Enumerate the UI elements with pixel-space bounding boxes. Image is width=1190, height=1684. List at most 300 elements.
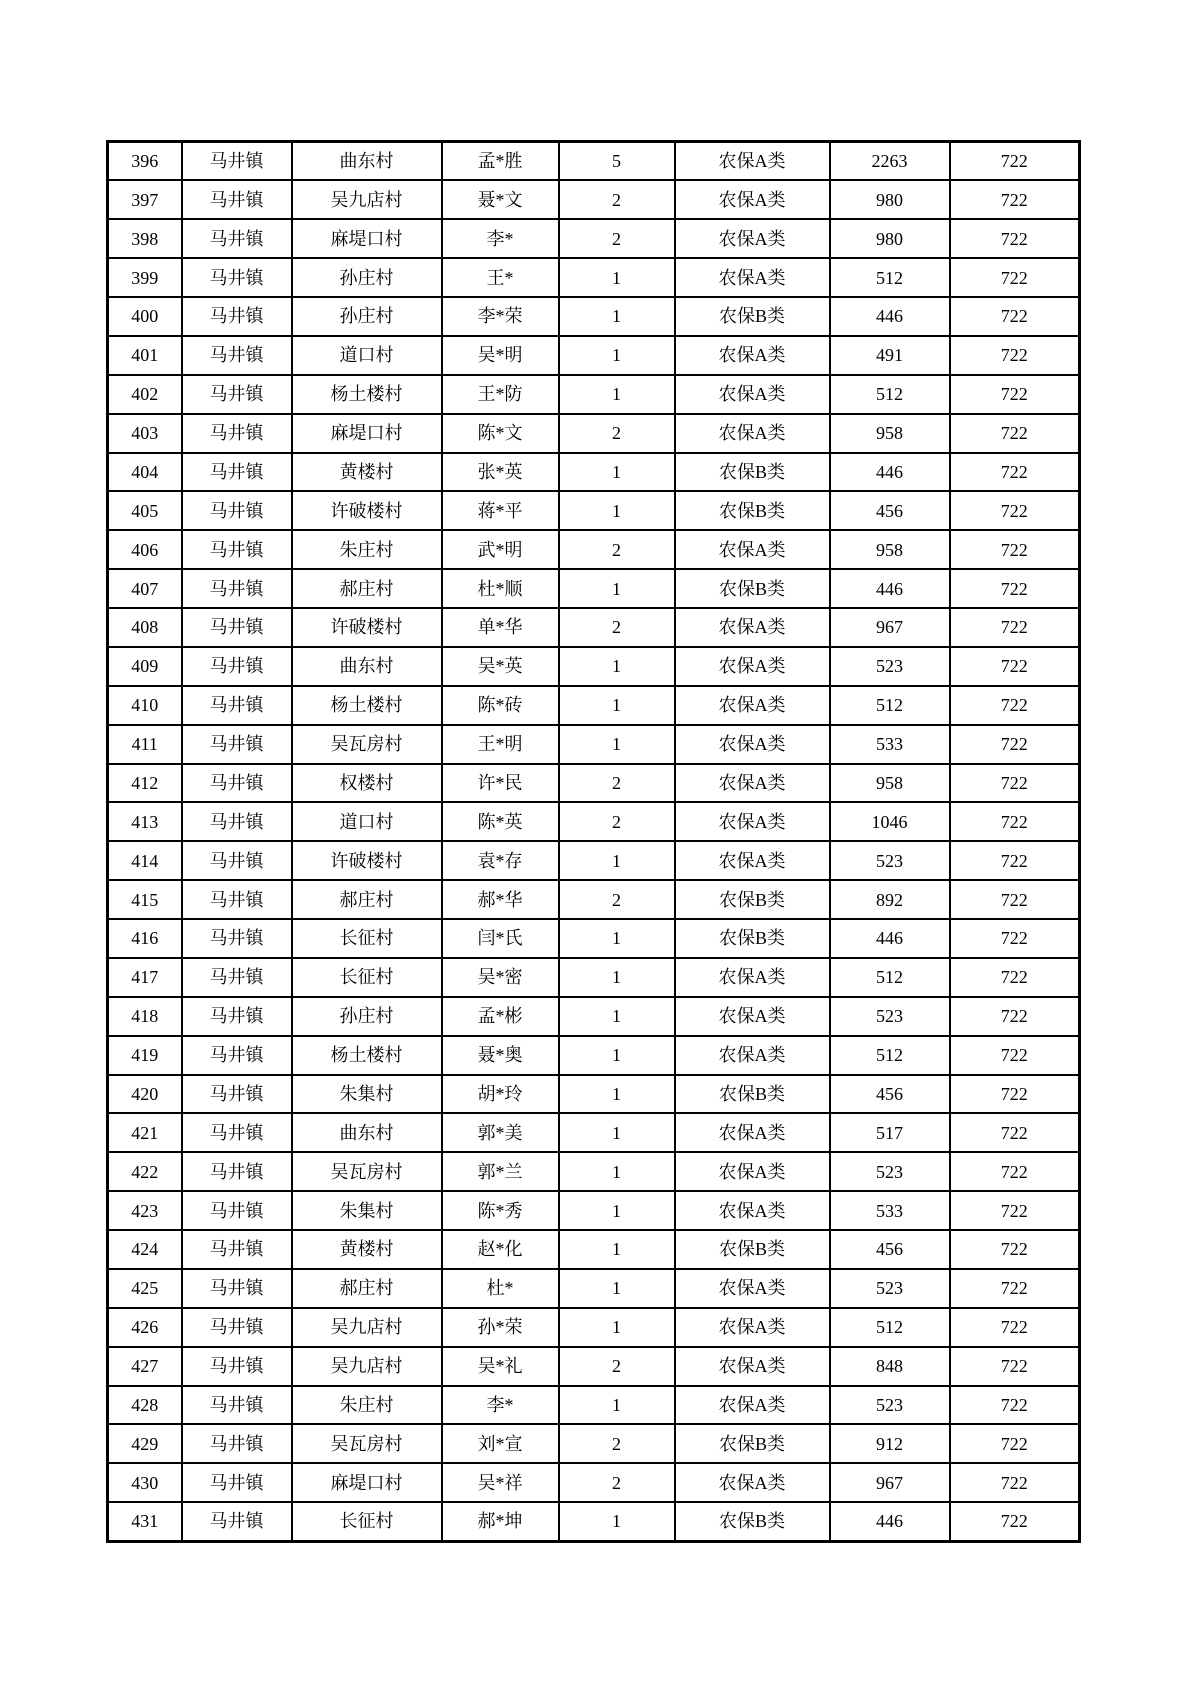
town-cell: 马井镇 bbox=[182, 608, 292, 647]
index-cell: 401 bbox=[108, 336, 182, 375]
standard-cell: 722 bbox=[950, 453, 1080, 492]
amount-cell: 512 bbox=[830, 686, 950, 725]
count-cell: 2 bbox=[559, 802, 675, 841]
standard-cell: 722 bbox=[950, 1113, 1080, 1152]
standard-cell: 722 bbox=[950, 1386, 1080, 1425]
village-cell: 吴九店村 bbox=[292, 1347, 442, 1386]
village-cell: 道口村 bbox=[292, 802, 442, 841]
village-cell: 长征村 bbox=[292, 919, 442, 958]
count-cell: 1 bbox=[559, 1308, 675, 1347]
table-row bbox=[108, 1075, 1080, 1114]
town-cell: 马井镇 bbox=[182, 491, 292, 530]
index-cell: 413 bbox=[108, 802, 182, 841]
category-cell: 农保B类 bbox=[675, 1502, 830, 1541]
town-cell: 马井镇 bbox=[182, 841, 292, 880]
amount-cell: 491 bbox=[830, 336, 950, 375]
table-row bbox=[108, 880, 1080, 919]
standard-cell: 722 bbox=[950, 1036, 1080, 1075]
standard-cell: 722 bbox=[950, 1463, 1080, 1502]
category-cell: 农保A类 bbox=[675, 841, 830, 880]
table-row bbox=[108, 180, 1080, 219]
village-cell: 黄楼村 bbox=[292, 453, 442, 492]
category-cell: 农保A类 bbox=[675, 647, 830, 686]
category-cell: 农保A类 bbox=[675, 802, 830, 841]
standard-cell: 722 bbox=[950, 764, 1080, 803]
amount-cell: 446 bbox=[830, 569, 950, 608]
index-cell: 406 bbox=[108, 530, 182, 569]
standard-cell: 722 bbox=[950, 569, 1080, 608]
standard-cell: 722 bbox=[950, 880, 1080, 919]
count-cell: 1 bbox=[559, 258, 675, 297]
amount-cell: 958 bbox=[830, 414, 950, 453]
amount-cell: 980 bbox=[830, 180, 950, 219]
village-cell: 朱庄村 bbox=[292, 530, 442, 569]
name-cell: 聂*文 bbox=[442, 180, 559, 219]
category-cell: 农保A类 bbox=[675, 958, 830, 997]
amount-cell: 533 bbox=[830, 1191, 950, 1230]
town-cell: 马井镇 bbox=[182, 958, 292, 997]
amount-cell: 848 bbox=[830, 1347, 950, 1386]
table-row bbox=[108, 414, 1080, 453]
category-cell: 农保B类 bbox=[675, 1424, 830, 1463]
table-row bbox=[108, 1424, 1080, 1463]
town-cell: 马井镇 bbox=[182, 1113, 292, 1152]
standard-cell: 722 bbox=[950, 142, 1080, 181]
town-cell: 马井镇 bbox=[182, 414, 292, 453]
index-cell: 405 bbox=[108, 491, 182, 530]
category-cell: 农保B类 bbox=[675, 880, 830, 919]
table-row bbox=[108, 1191, 1080, 1230]
standard-cell: 722 bbox=[950, 336, 1080, 375]
count-cell: 1 bbox=[559, 919, 675, 958]
town-cell: 马井镇 bbox=[182, 530, 292, 569]
standard-cell: 722 bbox=[950, 219, 1080, 258]
count-cell: 1 bbox=[559, 1269, 675, 1308]
index-cell: 419 bbox=[108, 1036, 182, 1075]
amount-cell: 892 bbox=[830, 880, 950, 919]
table-row bbox=[108, 802, 1080, 841]
village-cell: 吴瓦房村 bbox=[292, 1424, 442, 1463]
count-cell: 2 bbox=[559, 1424, 675, 1463]
town-cell: 马井镇 bbox=[182, 1463, 292, 1502]
amount-cell: 958 bbox=[830, 530, 950, 569]
name-cell: 蒋*平 bbox=[442, 491, 559, 530]
name-cell: 孟*胜 bbox=[442, 142, 559, 181]
amount-cell: 446 bbox=[830, 297, 950, 336]
count-cell: 2 bbox=[559, 219, 675, 258]
amount-cell: 1046 bbox=[830, 802, 950, 841]
table-row bbox=[108, 1502, 1080, 1541]
amount-cell: 967 bbox=[830, 1463, 950, 1502]
category-cell: 农保A类 bbox=[675, 258, 830, 297]
count-cell: 1 bbox=[559, 725, 675, 764]
standard-cell: 722 bbox=[950, 1308, 1080, 1347]
benefit-roster-table bbox=[106, 140, 1081, 1543]
index-cell: 429 bbox=[108, 1424, 182, 1463]
count-cell: 1 bbox=[559, 453, 675, 492]
count-cell: 1 bbox=[559, 1113, 675, 1152]
table-row bbox=[108, 958, 1080, 997]
count-cell: 2 bbox=[559, 880, 675, 919]
count-cell: 1 bbox=[559, 297, 675, 336]
index-cell: 402 bbox=[108, 375, 182, 414]
name-cell: 孙*荣 bbox=[442, 1308, 559, 1347]
count-cell: 1 bbox=[559, 1036, 675, 1075]
table-row bbox=[108, 919, 1080, 958]
index-cell: 414 bbox=[108, 841, 182, 880]
standard-cell: 722 bbox=[950, 1075, 1080, 1114]
standard-cell: 722 bbox=[950, 1502, 1080, 1541]
name-cell: 胡*玲 bbox=[442, 1075, 559, 1114]
table-row bbox=[108, 453, 1080, 492]
village-cell: 朱集村 bbox=[292, 1191, 442, 1230]
index-cell: 422 bbox=[108, 1152, 182, 1191]
category-cell: 农保A类 bbox=[675, 1386, 830, 1425]
amount-cell: 512 bbox=[830, 375, 950, 414]
town-cell: 马井镇 bbox=[182, 1424, 292, 1463]
table-row bbox=[108, 1036, 1080, 1075]
village-cell: 麻堤口村 bbox=[292, 414, 442, 453]
category-cell: 农保A类 bbox=[675, 725, 830, 764]
name-cell: 吴*礼 bbox=[442, 1347, 559, 1386]
name-cell: 闫*氏 bbox=[442, 919, 559, 958]
amount-cell: 980 bbox=[830, 219, 950, 258]
name-cell: 郭*兰 bbox=[442, 1152, 559, 1191]
standard-cell: 722 bbox=[950, 1347, 1080, 1386]
amount-cell: 446 bbox=[830, 453, 950, 492]
village-cell: 杨土楼村 bbox=[292, 375, 442, 414]
standard-cell: 722 bbox=[950, 297, 1080, 336]
amount-cell: 523 bbox=[830, 647, 950, 686]
town-cell: 马井镇 bbox=[182, 1269, 292, 1308]
category-cell: 农保A类 bbox=[675, 997, 830, 1036]
town-cell: 马井镇 bbox=[182, 297, 292, 336]
table-row bbox=[108, 997, 1080, 1036]
standard-cell: 722 bbox=[950, 414, 1080, 453]
category-cell: 农保A类 bbox=[675, 764, 830, 803]
count-cell: 2 bbox=[559, 180, 675, 219]
amount-cell: 456 bbox=[830, 491, 950, 530]
standard-cell: 722 bbox=[950, 530, 1080, 569]
amount-cell: 512 bbox=[830, 958, 950, 997]
index-cell: 399 bbox=[108, 258, 182, 297]
amount-cell: 523 bbox=[830, 841, 950, 880]
village-cell: 吴九店村 bbox=[292, 1308, 442, 1347]
name-cell: 王* bbox=[442, 258, 559, 297]
village-cell: 孙庄村 bbox=[292, 258, 442, 297]
standard-cell: 722 bbox=[950, 491, 1080, 530]
standard-cell: 722 bbox=[950, 919, 1080, 958]
amount-cell: 523 bbox=[830, 1269, 950, 1308]
village-cell: 曲东村 bbox=[292, 142, 442, 181]
town-cell: 马井镇 bbox=[182, 1036, 292, 1075]
index-cell: 396 bbox=[108, 142, 182, 181]
village-cell: 麻堤口村 bbox=[292, 219, 442, 258]
village-cell: 吴瓦房村 bbox=[292, 1152, 442, 1191]
count-cell: 1 bbox=[559, 1191, 675, 1230]
standard-cell: 722 bbox=[950, 180, 1080, 219]
town-cell: 马井镇 bbox=[182, 336, 292, 375]
name-cell: 李*荣 bbox=[442, 297, 559, 336]
amount-cell: 456 bbox=[830, 1230, 950, 1269]
count-cell: 1 bbox=[559, 491, 675, 530]
name-cell: 陈*英 bbox=[442, 802, 559, 841]
index-cell: 417 bbox=[108, 958, 182, 997]
count-cell: 1 bbox=[559, 647, 675, 686]
table-row bbox=[108, 142, 1080, 181]
town-cell: 马井镇 bbox=[182, 258, 292, 297]
name-cell: 许*民 bbox=[442, 764, 559, 803]
village-cell: 郝庄村 bbox=[292, 880, 442, 919]
name-cell: 郝*华 bbox=[442, 880, 559, 919]
village-cell: 孙庄村 bbox=[292, 297, 442, 336]
town-cell: 马井镇 bbox=[182, 725, 292, 764]
amount-cell: 446 bbox=[830, 1502, 950, 1541]
village-cell: 长征村 bbox=[292, 958, 442, 997]
village-cell: 曲东村 bbox=[292, 647, 442, 686]
category-cell: 农保A类 bbox=[675, 1308, 830, 1347]
village-cell: 黄楼村 bbox=[292, 1230, 442, 1269]
index-cell: 408 bbox=[108, 608, 182, 647]
count-cell: 2 bbox=[559, 608, 675, 647]
name-cell: 陈*秀 bbox=[442, 1191, 559, 1230]
index-cell: 411 bbox=[108, 725, 182, 764]
town-cell: 马井镇 bbox=[182, 375, 292, 414]
amount-cell: 523 bbox=[830, 997, 950, 1036]
table-row bbox=[108, 1386, 1080, 1425]
count-cell: 1 bbox=[559, 1230, 675, 1269]
index-cell: 418 bbox=[108, 997, 182, 1036]
amount-cell: 967 bbox=[830, 608, 950, 647]
town-cell: 马井镇 bbox=[182, 1347, 292, 1386]
category-cell: 农保A类 bbox=[675, 336, 830, 375]
name-cell: 赵*化 bbox=[442, 1230, 559, 1269]
category-cell: 农保B类 bbox=[675, 1230, 830, 1269]
town-cell: 马井镇 bbox=[182, 1152, 292, 1191]
standard-cell: 722 bbox=[950, 1152, 1080, 1191]
standard-cell: 722 bbox=[950, 1424, 1080, 1463]
category-cell: 农保A类 bbox=[675, 1113, 830, 1152]
village-cell: 许破楼村 bbox=[292, 491, 442, 530]
town-cell: 马井镇 bbox=[182, 1386, 292, 1425]
table-row bbox=[108, 375, 1080, 414]
count-cell: 2 bbox=[559, 764, 675, 803]
index-cell: 416 bbox=[108, 919, 182, 958]
amount-cell: 2263 bbox=[830, 142, 950, 181]
index-cell: 425 bbox=[108, 1269, 182, 1308]
category-cell: 农保A类 bbox=[675, 1463, 830, 1502]
table-row bbox=[108, 336, 1080, 375]
name-cell: 刘*宣 bbox=[442, 1424, 559, 1463]
index-cell: 415 bbox=[108, 880, 182, 919]
amount-cell: 523 bbox=[830, 1386, 950, 1425]
amount-cell: 512 bbox=[830, 1036, 950, 1075]
amount-cell: 523 bbox=[830, 1152, 950, 1191]
table-row bbox=[108, 1463, 1080, 1502]
amount-cell: 446 bbox=[830, 919, 950, 958]
village-cell: 孙庄村 bbox=[292, 997, 442, 1036]
amount-cell: 512 bbox=[830, 1308, 950, 1347]
index-cell: 423 bbox=[108, 1191, 182, 1230]
town-cell: 马井镇 bbox=[182, 219, 292, 258]
name-cell: 郝*坤 bbox=[442, 1502, 559, 1541]
table-row bbox=[108, 530, 1080, 569]
name-cell: 王*明 bbox=[442, 725, 559, 764]
town-cell: 马井镇 bbox=[182, 997, 292, 1036]
category-cell: 农保A类 bbox=[675, 219, 830, 258]
village-cell: 朱集村 bbox=[292, 1075, 442, 1114]
table-row bbox=[108, 725, 1080, 764]
category-cell: 农保B类 bbox=[675, 569, 830, 608]
village-cell: 麻堤口村 bbox=[292, 1463, 442, 1502]
count-cell: 1 bbox=[559, 686, 675, 725]
village-cell: 许破楼村 bbox=[292, 608, 442, 647]
name-cell: 郭*美 bbox=[442, 1113, 559, 1152]
category-cell: 农保A类 bbox=[675, 375, 830, 414]
standard-cell: 722 bbox=[950, 997, 1080, 1036]
index-cell: 397 bbox=[108, 180, 182, 219]
standard-cell: 722 bbox=[950, 1269, 1080, 1308]
index-cell: 427 bbox=[108, 1347, 182, 1386]
index-cell: 412 bbox=[108, 764, 182, 803]
standard-cell: 722 bbox=[950, 647, 1080, 686]
town-cell: 马井镇 bbox=[182, 919, 292, 958]
category-cell: 农保A类 bbox=[675, 1152, 830, 1191]
name-cell: 陈*砖 bbox=[442, 686, 559, 725]
name-cell: 吴*祥 bbox=[442, 1463, 559, 1502]
standard-cell: 722 bbox=[950, 686, 1080, 725]
standard-cell: 722 bbox=[950, 1230, 1080, 1269]
name-cell: 吴*英 bbox=[442, 647, 559, 686]
table-row bbox=[108, 686, 1080, 725]
count-cell: 1 bbox=[559, 1075, 675, 1114]
town-cell: 马井镇 bbox=[182, 453, 292, 492]
table-row bbox=[108, 1230, 1080, 1269]
count-cell: 2 bbox=[559, 1463, 675, 1502]
table-row bbox=[108, 491, 1080, 530]
index-cell: 403 bbox=[108, 414, 182, 453]
name-cell: 孟*彬 bbox=[442, 997, 559, 1036]
category-cell: 农保A类 bbox=[675, 686, 830, 725]
table-row bbox=[108, 219, 1080, 258]
standard-cell: 722 bbox=[950, 1191, 1080, 1230]
amount-cell: 533 bbox=[830, 725, 950, 764]
count-cell: 2 bbox=[559, 1347, 675, 1386]
amount-cell: 456 bbox=[830, 1075, 950, 1114]
town-cell: 马井镇 bbox=[182, 569, 292, 608]
category-cell: 农保A类 bbox=[675, 180, 830, 219]
town-cell: 马井镇 bbox=[182, 1308, 292, 1347]
village-cell: 权楼村 bbox=[292, 764, 442, 803]
count-cell: 1 bbox=[559, 569, 675, 608]
count-cell: 1 bbox=[559, 958, 675, 997]
amount-cell: 912 bbox=[830, 1424, 950, 1463]
standard-cell: 722 bbox=[950, 841, 1080, 880]
count-cell: 2 bbox=[559, 414, 675, 453]
category-cell: 农保B类 bbox=[675, 491, 830, 530]
count-cell: 1 bbox=[559, 1502, 675, 1541]
village-cell: 吴九店村 bbox=[292, 180, 442, 219]
town-cell: 马井镇 bbox=[182, 802, 292, 841]
village-cell: 朱庄村 bbox=[292, 1386, 442, 1425]
table-row bbox=[108, 1269, 1080, 1308]
category-cell: 农保B类 bbox=[675, 1075, 830, 1114]
name-cell: 单*华 bbox=[442, 608, 559, 647]
table-row bbox=[108, 1152, 1080, 1191]
category-cell: 农保B类 bbox=[675, 453, 830, 492]
count-cell: 2 bbox=[559, 530, 675, 569]
village-cell: 吴瓦房村 bbox=[292, 725, 442, 764]
name-cell: 吴*明 bbox=[442, 336, 559, 375]
town-cell: 马井镇 bbox=[182, 142, 292, 181]
index-cell: 410 bbox=[108, 686, 182, 725]
name-cell: 杜* bbox=[442, 1269, 559, 1308]
index-cell: 424 bbox=[108, 1230, 182, 1269]
amount-cell: 958 bbox=[830, 764, 950, 803]
village-cell: 曲东村 bbox=[292, 1113, 442, 1152]
category-cell: 农保A类 bbox=[675, 530, 830, 569]
name-cell: 王*防 bbox=[442, 375, 559, 414]
town-cell: 马井镇 bbox=[182, 764, 292, 803]
town-cell: 马井镇 bbox=[182, 1191, 292, 1230]
village-cell: 郝庄村 bbox=[292, 569, 442, 608]
count-cell: 1 bbox=[559, 375, 675, 414]
name-cell: 聂*奥 bbox=[442, 1036, 559, 1075]
index-cell: 431 bbox=[108, 1502, 182, 1541]
town-cell: 马井镇 bbox=[182, 180, 292, 219]
index-cell: 398 bbox=[108, 219, 182, 258]
amount-cell: 512 bbox=[830, 258, 950, 297]
index-cell: 409 bbox=[108, 647, 182, 686]
index-cell: 428 bbox=[108, 1386, 182, 1425]
table-row bbox=[108, 647, 1080, 686]
name-cell: 李* bbox=[442, 1386, 559, 1425]
index-cell: 426 bbox=[108, 1308, 182, 1347]
village-cell: 杨土楼村 bbox=[292, 1036, 442, 1075]
village-cell: 郝庄村 bbox=[292, 1269, 442, 1308]
name-cell: 武*明 bbox=[442, 530, 559, 569]
name-cell: 陈*文 bbox=[442, 414, 559, 453]
table-row bbox=[108, 841, 1080, 880]
table-row bbox=[108, 569, 1080, 608]
town-cell: 马井镇 bbox=[182, 880, 292, 919]
category-cell: 农保A类 bbox=[675, 1347, 830, 1386]
standard-cell: 722 bbox=[950, 725, 1080, 764]
count-cell: 1 bbox=[559, 841, 675, 880]
town-cell: 马井镇 bbox=[182, 1075, 292, 1114]
count-cell: 1 bbox=[559, 1386, 675, 1425]
category-cell: 农保A类 bbox=[675, 1036, 830, 1075]
town-cell: 马井镇 bbox=[182, 647, 292, 686]
amount-cell: 517 bbox=[830, 1113, 950, 1152]
table-row bbox=[108, 1113, 1080, 1152]
village-cell: 道口村 bbox=[292, 336, 442, 375]
category-cell: 农保A类 bbox=[675, 142, 830, 181]
index-cell: 420 bbox=[108, 1075, 182, 1114]
table-row bbox=[108, 297, 1080, 336]
category-cell: 农保A类 bbox=[675, 1269, 830, 1308]
name-cell: 杜*顺 bbox=[442, 569, 559, 608]
standard-cell: 722 bbox=[950, 608, 1080, 647]
index-cell: 430 bbox=[108, 1463, 182, 1502]
category-cell: 农保B类 bbox=[675, 919, 830, 958]
name-cell: 袁*存 bbox=[442, 841, 559, 880]
standard-cell: 722 bbox=[950, 258, 1080, 297]
standard-cell: 722 bbox=[950, 958, 1080, 997]
standard-cell: 722 bbox=[950, 802, 1080, 841]
town-cell: 马井镇 bbox=[182, 1230, 292, 1269]
village-cell: 许破楼村 bbox=[292, 841, 442, 880]
